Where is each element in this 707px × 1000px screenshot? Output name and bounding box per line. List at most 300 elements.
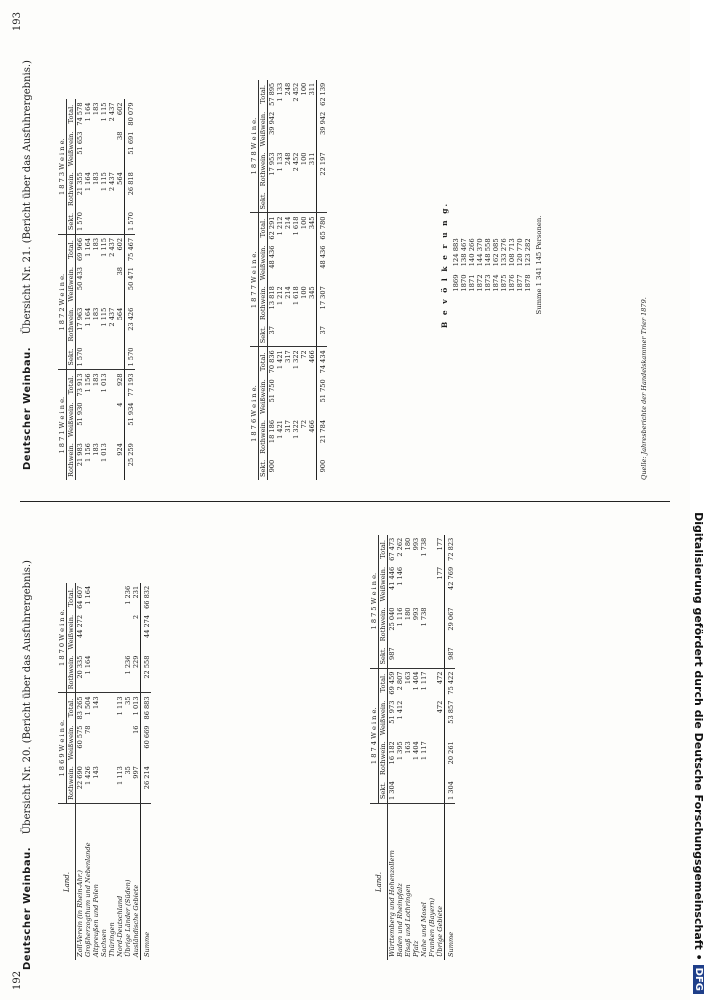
table-cell xyxy=(124,612,132,653)
table-cell: 1 404 xyxy=(412,668,420,698)
table-cell: 1 618 xyxy=(292,213,300,243)
table-cell: 67 473 xyxy=(388,537,396,561)
table-cell: 2 xyxy=(132,614,140,620)
sum-cell: 48 436 xyxy=(317,243,328,284)
column-header: Rothwein. xyxy=(67,440,76,480)
table-cell: 100 xyxy=(300,82,308,96)
sum-cell: 26 818 xyxy=(125,169,136,209)
population-year: 1871 xyxy=(468,274,476,292)
table-cell xyxy=(428,605,436,645)
page-number: 193 xyxy=(12,12,23,32)
column-header: Weißwein. xyxy=(259,376,268,417)
table-row xyxy=(396,535,404,960)
table-cell: 73 913 xyxy=(76,370,85,400)
table-cell xyxy=(428,668,436,698)
table-cell: 72 xyxy=(300,419,308,429)
table-cell: 1 156 xyxy=(84,443,92,463)
table-cell: 997 xyxy=(132,766,140,779)
table-cell: 1 322 xyxy=(292,347,300,377)
column-header: Total. xyxy=(259,347,268,377)
table-cell: 317 xyxy=(284,419,292,433)
table-cell: 143 xyxy=(92,766,100,779)
column-header: Weißwein. xyxy=(259,109,268,150)
sum-label: Summe xyxy=(445,804,456,961)
table-cell xyxy=(308,243,317,284)
table-cell xyxy=(412,564,420,605)
column-header: Rothwein. xyxy=(379,738,388,778)
sum-cell: 22 197 xyxy=(317,149,328,189)
population-value: 120 770 xyxy=(516,238,524,267)
table-cell xyxy=(300,323,308,347)
table-cell xyxy=(92,653,100,693)
table-row xyxy=(276,80,284,480)
table-cell: 51 750 xyxy=(268,379,276,403)
page-title: Deutscher Weinbau. xyxy=(22,846,33,970)
table-cell: 35 xyxy=(124,766,132,775)
table-cell xyxy=(100,763,108,803)
table-cell xyxy=(404,564,412,605)
table-cell xyxy=(284,243,292,284)
sum-cell: 20 261 xyxy=(445,738,456,778)
table-cell xyxy=(436,738,445,778)
population-year: 1875 xyxy=(500,274,508,292)
table-cell xyxy=(268,189,277,213)
population-value: 133 276 xyxy=(500,238,508,267)
table-cell xyxy=(108,693,116,723)
table-cell xyxy=(100,209,108,234)
table-cell: 2 437 xyxy=(108,307,116,327)
table-cell xyxy=(100,693,108,723)
table-cell: 17 963 xyxy=(76,307,84,331)
sum-cell: 44 274 xyxy=(141,612,152,653)
table-cell: 16 182 xyxy=(388,741,396,765)
table-cell xyxy=(292,323,300,347)
sum-cell: 74 434 xyxy=(317,347,328,377)
table-cell xyxy=(84,129,92,170)
population-value: 148 558 xyxy=(484,238,492,267)
population-row xyxy=(460,234,468,295)
population-value: 108 713 xyxy=(508,238,516,267)
column-header: Total. xyxy=(379,668,388,698)
table-cell: 1 212 xyxy=(276,286,284,306)
column-header: Total. xyxy=(259,213,268,243)
table-cell xyxy=(92,723,100,764)
table-cell: 472 xyxy=(436,668,445,698)
table-cell xyxy=(84,209,92,234)
table-cell: 2 437 xyxy=(108,172,116,192)
table-cell: 1 133 xyxy=(276,82,284,102)
sum-row xyxy=(445,535,456,960)
table-cell xyxy=(84,612,92,653)
population-row xyxy=(476,234,484,295)
table-row xyxy=(300,80,308,480)
table-cell: 602 xyxy=(116,102,124,116)
table-cell: 51 973 xyxy=(388,700,396,724)
table-cell xyxy=(108,583,116,612)
sum-cell: 1 570 xyxy=(125,345,136,370)
table-row xyxy=(412,535,420,960)
table-cell: 1 412 xyxy=(396,700,404,720)
sum-cell: 987 xyxy=(445,644,456,668)
table-cell: 987 xyxy=(388,647,396,660)
table-cell: 1 113 xyxy=(116,693,124,723)
table-cell: 928 xyxy=(116,370,125,400)
table-row xyxy=(100,583,108,960)
table-cell: 564 xyxy=(116,172,124,185)
sum-cell: 42 769 xyxy=(445,564,456,605)
table-cell: 1 013 xyxy=(100,370,108,400)
dfg-logo: DFG xyxy=(693,965,704,994)
sum-cell: 65 780 xyxy=(317,213,328,243)
population-year: 1872 xyxy=(476,274,484,292)
sum-cell: 53 857 xyxy=(445,698,456,739)
table-row xyxy=(404,535,412,960)
group-header: 1 8 7 4 W e i n e. xyxy=(370,668,379,803)
table-row xyxy=(76,583,85,960)
table-cell: 1 133 xyxy=(276,152,284,172)
table-cell xyxy=(308,376,317,417)
table-row xyxy=(108,583,116,960)
table-cell xyxy=(276,189,284,213)
table-cell xyxy=(276,243,284,284)
column-header: Rothwein. xyxy=(67,763,76,803)
table-cell xyxy=(436,644,445,668)
row-label: Franken (Bayern) xyxy=(428,804,436,961)
sidebar-text-wrap xyxy=(690,0,707,1000)
sum-label: Summe xyxy=(141,804,152,961)
table-cell: 69 966 xyxy=(76,234,85,264)
table-cell: 163 xyxy=(404,741,412,754)
table-cell xyxy=(428,535,436,564)
table-cell: 1 164 xyxy=(84,307,92,327)
table-cell: 39 942 xyxy=(268,111,276,135)
table-cell xyxy=(116,612,124,653)
page-left xyxy=(0,500,690,1000)
sum-row xyxy=(317,80,328,480)
population-sum: Summe 1 341 145 Personen. xyxy=(535,215,543,315)
table-cell xyxy=(428,564,436,605)
table-cell xyxy=(308,189,317,213)
table-cell xyxy=(292,376,300,417)
column-header: Rothwein. xyxy=(67,169,76,209)
table-cell: 1 395 xyxy=(396,741,404,761)
table-cell xyxy=(100,264,108,305)
table-cell: 1 236 xyxy=(124,655,132,675)
table-cell: 2 437 xyxy=(108,234,116,264)
footnote: Quelle: Jahresberichte der Handelskammer Trier 1879. xyxy=(640,297,648,480)
table-cell: 100 xyxy=(300,152,308,166)
table-cell xyxy=(292,109,300,150)
table-cell xyxy=(292,457,300,480)
column-header: Sekt. xyxy=(379,778,388,803)
table-cell xyxy=(108,440,116,480)
page-right xyxy=(0,0,690,500)
column-header: Weißwein. xyxy=(67,723,76,764)
table-row xyxy=(76,99,85,480)
table-row xyxy=(92,99,100,480)
table-cell xyxy=(116,345,125,370)
page-header xyxy=(22,520,33,970)
table-cell: 602 xyxy=(116,234,125,264)
table-cell xyxy=(276,457,284,480)
table-cell: 229 xyxy=(132,655,140,669)
column-header: Total. xyxy=(67,370,76,400)
table-cell xyxy=(412,644,420,668)
column-header: Total. xyxy=(67,583,76,612)
table-row xyxy=(268,80,277,480)
column-header: Sekt. xyxy=(67,209,76,234)
sum-cell: 86 883 xyxy=(141,693,152,723)
table-cell: 18 186 xyxy=(268,419,276,444)
column-header: Total. xyxy=(259,80,268,109)
table-cell: 183 xyxy=(92,443,100,456)
table-cell xyxy=(292,243,300,284)
sum-cell: 37 xyxy=(317,323,328,347)
table-row xyxy=(292,80,300,480)
table-cell xyxy=(84,345,92,370)
table-cell xyxy=(100,400,108,441)
table-cell: 177 xyxy=(436,537,444,551)
table-cell xyxy=(428,778,436,803)
table-cell: 1 421 xyxy=(276,347,284,377)
table-cell: 2 262 xyxy=(396,537,404,557)
table-cell: 1 164 xyxy=(84,234,92,264)
table-cell xyxy=(84,400,92,441)
digitization-sidebar xyxy=(690,0,707,1000)
table-cell: 1 164 xyxy=(84,172,92,192)
column-header: Rothwein. xyxy=(67,653,76,693)
population-row xyxy=(452,234,460,295)
table-cell xyxy=(284,109,292,150)
row-header: Land. xyxy=(58,804,76,961)
table-cell xyxy=(276,323,284,347)
table-cell: 1 156 xyxy=(84,370,92,400)
population-year: 1873 xyxy=(484,274,492,292)
sum-cell: 80 079 xyxy=(125,99,136,128)
table-cell xyxy=(108,345,116,370)
page-divider xyxy=(20,501,670,502)
table-cell: 51 653 xyxy=(76,131,84,155)
column-header: Rothwein. xyxy=(259,283,268,323)
table-cell xyxy=(100,583,108,612)
table-cell: 1 504 xyxy=(84,693,92,723)
row-label: Großherzogthum und Nebenlande xyxy=(84,804,92,961)
group-header: 1 8 7 7 W e i n e. xyxy=(250,213,259,347)
sum-cell: 60 669 xyxy=(141,723,152,764)
table-cell xyxy=(108,370,116,400)
sum-cell: 51 691 xyxy=(125,129,136,170)
column-header: Sekt. xyxy=(379,644,388,668)
table-cell: 2 437 xyxy=(108,102,116,122)
population-row xyxy=(500,234,508,295)
table-row xyxy=(124,583,132,960)
table-cell xyxy=(100,129,108,170)
row-label: Altpreußen und Polen xyxy=(92,804,100,961)
table-cell xyxy=(420,564,428,605)
group-header: 1 8 7 3 W e i n e. xyxy=(58,99,67,234)
population-year: 1877 xyxy=(516,274,524,292)
table-cell: 70 836 xyxy=(268,347,277,377)
table-left-lower xyxy=(370,535,455,960)
population-value: 162 085 xyxy=(492,238,500,267)
population-row xyxy=(484,234,492,295)
table-cell xyxy=(404,644,412,668)
table-cell xyxy=(92,583,100,612)
table-row xyxy=(84,99,92,480)
row-label: Übrige Länder (Süden) xyxy=(124,804,132,961)
table-cell xyxy=(92,345,100,370)
sum-cell: 50 471 xyxy=(125,264,136,305)
table-row xyxy=(428,535,436,960)
sum-cell: 72 823 xyxy=(445,535,456,564)
table-cell: 180 xyxy=(404,607,412,621)
table-cell xyxy=(92,264,100,305)
sum-row xyxy=(141,583,152,960)
table-cell: 22 690 xyxy=(76,766,84,790)
table-cell xyxy=(412,698,420,739)
sum-cell: 66 832 xyxy=(141,583,152,612)
table-cell xyxy=(116,723,124,764)
table-cell: 1 426 xyxy=(84,766,92,786)
table-cell: 64 607 xyxy=(76,585,84,609)
page-caption: Übersicht Nr. 20. (Bericht über das Ausfuhrergebnis.) xyxy=(22,560,33,835)
table-cell: 1 013 xyxy=(100,443,108,463)
table-cell: 248 xyxy=(284,152,292,166)
table-cell xyxy=(404,698,412,739)
table-cell: 183 xyxy=(92,234,100,264)
sum-cell: 62 139 xyxy=(317,80,328,109)
table-cell xyxy=(108,723,116,764)
table-left-upper xyxy=(58,583,151,960)
table-cell: 1 115 xyxy=(100,307,108,327)
table-cell: 466 xyxy=(308,419,316,433)
table-cell: 924 xyxy=(116,443,124,456)
table-cell: 183 xyxy=(92,307,100,321)
table-cell xyxy=(284,323,292,347)
table-cell: 50 433 xyxy=(76,267,84,291)
table-cell xyxy=(300,109,308,150)
table-row xyxy=(100,99,108,480)
table-cell: 1 115 xyxy=(100,172,108,192)
table-cell: 17 953 xyxy=(268,152,276,176)
table-cell: 4 xyxy=(116,402,124,407)
table-row xyxy=(284,80,292,480)
column-header: Weißwein. xyxy=(67,264,76,305)
sum-cell: 77 193 xyxy=(125,370,136,400)
page-title: Deutscher Weinbau. xyxy=(22,346,33,470)
table-cell xyxy=(308,109,317,150)
table-cell: 100 xyxy=(300,286,308,299)
sum-cell: 900 xyxy=(317,457,328,480)
population-row xyxy=(524,234,532,295)
table-cell: 993 xyxy=(412,607,420,621)
column-header: Weißwein. xyxy=(379,564,388,605)
population-row xyxy=(516,234,524,295)
table-right-lower xyxy=(250,80,327,480)
table-cell xyxy=(396,778,404,803)
sum-row xyxy=(125,99,136,480)
row-label: Übrige Gebiete xyxy=(436,804,445,961)
column-header: Weißwein. xyxy=(379,698,388,739)
table-cell xyxy=(284,376,292,417)
table-cell: 564 xyxy=(116,307,124,321)
table-cell xyxy=(276,376,284,417)
table-right-upper xyxy=(58,99,135,480)
sum-cell: 25 259 xyxy=(125,440,136,480)
table-cell xyxy=(108,612,116,653)
population-row xyxy=(508,234,516,295)
sum-cell xyxy=(317,189,328,213)
table-cell: 1 117 xyxy=(420,668,428,698)
row-label: Elsaß und Lothringen xyxy=(404,804,412,961)
table-cell: 72 xyxy=(300,347,308,377)
table-cell xyxy=(276,109,284,150)
table-cell xyxy=(92,612,100,653)
table-cell: 1 013 xyxy=(132,693,141,723)
table-cell: 1 738 xyxy=(420,607,428,627)
table-cell: 1 164 xyxy=(84,655,92,675)
table-row xyxy=(116,99,125,480)
table-cell xyxy=(300,189,308,213)
table-cell: 2 452 xyxy=(292,152,300,172)
table-cell: 35 xyxy=(124,693,132,723)
group-header: 1 8 6 9 W e i n e. xyxy=(58,693,67,804)
group-header: 1 8 7 5 W e i n e. xyxy=(370,535,379,668)
row-label: Ausländische Gebiete xyxy=(132,804,141,961)
table-cell: 993 xyxy=(412,537,420,551)
table-cell xyxy=(436,605,445,645)
row-header: Land. xyxy=(370,804,388,961)
sum-cell: 39 942 xyxy=(317,109,328,150)
table-cell: 180 xyxy=(404,537,412,551)
column-header: Weißwein. xyxy=(67,129,76,170)
row-label: Nord-Deutschland xyxy=(116,804,124,961)
table-cell: 1 404 xyxy=(412,741,420,761)
table-cell xyxy=(300,376,308,417)
column-header: Total. xyxy=(379,535,388,564)
table-cell: 2 452 xyxy=(292,82,300,102)
column-header: Weißwein. xyxy=(67,612,76,653)
table-cell xyxy=(396,644,404,668)
table-cell: 214 xyxy=(284,286,292,299)
table-row xyxy=(132,583,141,960)
table-cell xyxy=(100,653,108,693)
sum-cell: 75 422 xyxy=(445,668,456,698)
table-cell: 1 115 xyxy=(100,234,108,264)
table-cell xyxy=(100,723,108,764)
population-year: 1876 xyxy=(508,274,516,292)
population-value: 144 370 xyxy=(476,238,484,267)
table-cell: 183 xyxy=(92,370,100,400)
column-header: Weißwein. xyxy=(67,400,76,441)
sum-cell: 21 784 xyxy=(317,417,328,457)
table-cell xyxy=(92,400,100,441)
table-cell: 13 818 xyxy=(268,286,276,310)
table-cell xyxy=(116,583,124,612)
population-value: 140 266 xyxy=(468,238,476,267)
table-cell xyxy=(108,264,116,305)
table-cell: 345 xyxy=(308,286,316,299)
group-header: 1 8 7 8 W e i n e. xyxy=(250,80,259,213)
table-cell xyxy=(308,457,317,480)
table-cell: 472 xyxy=(436,700,444,714)
group-header: 1 8 7 6 W e i n e. xyxy=(250,347,259,480)
table-cell: 1 236 xyxy=(124,585,132,605)
table-cell xyxy=(308,323,317,347)
population-year: 1869 xyxy=(452,274,460,292)
table-cell: 2 807 xyxy=(396,668,404,698)
table-cell xyxy=(124,723,132,764)
